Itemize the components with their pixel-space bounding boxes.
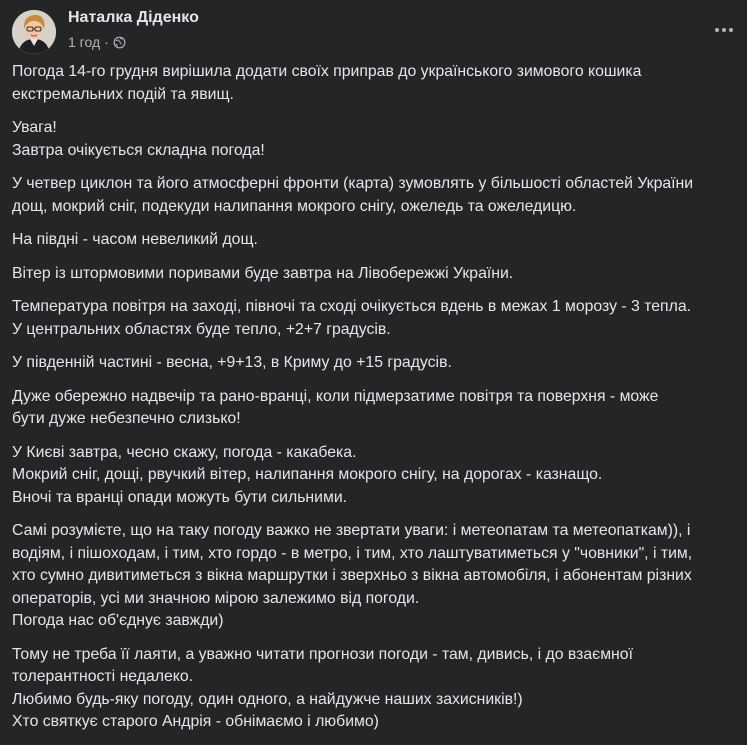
post-paragraph [12,386,738,431]
more-dot [729,28,733,32]
text-line: Самі розумієте, що на таку погоду важко не звертати уваги: і метеопатам та метеопаткам)), і [12,522,691,539]
post-paragraph [12,229,738,252]
text-line: Тому не треба її лаяти, а уважно читати прогнози погоди - там, дивись, і до взаємної [12,645,633,663]
text-line: Температура повітря на заході, півночі та сході очікується вдень в межах 1 морозу - 3 тепла. [12,298,691,315]
post-paragraph [12,442,738,510]
text-line: дощ, мокрий сніг, подекуди налипання мокрого снігу, ожеледь та ожеледицю. [12,197,577,215]
text-line: водіям, і пішоходам, і тим, хто гордо - в метро, і тим, хто лаштуватиметься у "човники", і тим, [12,544,693,562]
text-line: Завтра очікується складна погода! [12,141,265,159]
text-line: операторів, усі ми значною мірою залежимо від погоди. [12,589,420,607]
text-line: бути дуже небезпечно слизько! [12,410,241,427]
post-paragraph [12,296,738,341]
text-line: У Києві завтра, чесно скажу, погода - какабека. [12,443,357,461]
text-line: У четвер циклон та його атмосферні фронти (карта) зумовлять у більшості областей України [12,175,694,192]
post-paragraph [12,117,738,162]
post-paragraph [12,263,738,286]
post-body [12,61,738,745]
post-paragraph [12,352,738,375]
more-dot [715,28,719,32]
text-line: Вночі та вранці опади можуть бути сильними. [12,488,348,506]
post-paragraph [12,644,738,734]
post-paragraph [12,61,738,106]
post-meta [68,34,126,50]
more-dot [722,28,726,32]
text-line: На півдні - часом невеликий дощ. [12,231,258,248]
text-line: Погода 14-го грудня вирішила додати своїх приправ до українського зимового кошика [12,63,642,80]
post-header [0,0,747,60]
text-line: Увага! [12,119,57,136]
text-line: Дуже обережно надвечір та рано-вранці, коли підмерзатиме повітря та поверхня - може [12,387,659,405]
text-line: хто сумно дивитиметься з вікна маршрутки і зверхньо з вікна автомобіля, і абонентам різних [12,567,692,584]
text-line: Мокрий сніг, дощі, рвучкий вітер, налипання мокрого снігу, на дорогах - казнащо. [12,466,603,483]
avatar-photo [12,10,56,54]
text-line: Хто святкує старого Андрія - обнімаємо і любимо) [12,713,379,730]
text-line: У центральних областях буде тепло, +2+7 градусів. [12,320,391,338]
author-avatar[interactable] [12,10,56,54]
text-line: толерантності недалеко. [12,668,194,685]
globe-icon[interactable] [113,36,126,49]
author-name[interactable]: Наталка Діденко [68,9,199,26]
text-line: Вітер із штормовими поривами буде завтра на Лівобережжі України. [12,264,514,282]
more-options-icon[interactable] [710,16,738,44]
text-line: У південній частині - весна, +9+13, в Криму до +15 градусів. [12,354,452,371]
text-line: Любимо будь-яку погоду, один одного, а найдужче наших захисників!) [12,690,523,708]
post-time[interactable]: 1 год [68,34,101,50]
meta-separator: · [104,34,109,50]
text-line: Погода нас об'єднує завжди) [12,612,224,629]
post-paragraph [12,173,738,218]
text-line: екстремальних подій та явищ. [12,85,234,103]
post-paragraph [12,520,738,633]
